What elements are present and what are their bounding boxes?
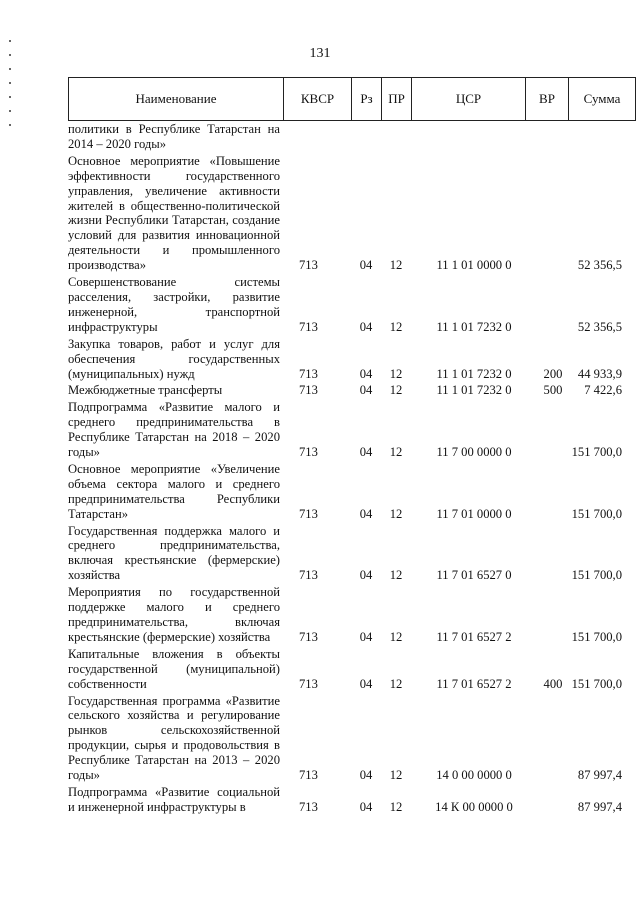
- row-csr: 11 7 01 6527 2: [436, 676, 512, 691]
- row-name: Капитальные вложения в объекты государственной (муниципальной) собственности: [68, 646, 280, 691]
- row-name: Основное мероприятие «Увеличение объема сектора малого и среднего предпринимательства Республики Татарстан»: [68, 461, 280, 521]
- table-row: [68, 122, 636, 152]
- table-row: [68, 694, 636, 783]
- row-rz: 04: [359, 799, 373, 814]
- table-row: [68, 647, 636, 692]
- table-row: [68, 524, 636, 584]
- row-name: Совершенствование системы расселения, застройки, развитие инженерной, транспортной инфраструктуры: [68, 275, 280, 334]
- row-csr: 11 1 01 7232 0: [436, 383, 512, 398]
- row-kvsr: 713: [299, 768, 318, 783]
- table-row: [68, 585, 636, 645]
- row-pr: 12: [389, 629, 403, 644]
- row-sum: 87 997,4: [577, 768, 622, 783]
- row-name: Основное мероприятие «Повышение эффективности государственного управления, увеличение активности жителей в общественно-политической жизни Республики Татарстан, создание условий для развития инновационной деятельности и промышленного производства»: [68, 153, 280, 273]
- row-pr: 12: [389, 768, 403, 783]
- row-pr: 12: [389, 383, 403, 398]
- row-rz: 04: [359, 768, 373, 783]
- row-rz: 04: [359, 629, 373, 644]
- row-kvsr: 713: [299, 258, 318, 273]
- row-csr: 11 1 01 0000 0: [436, 258, 512, 273]
- row-csr: 11 7 01 0000 0: [436, 506, 512, 521]
- row-sum: 151 700,0: [571, 568, 622, 583]
- row-csr: 11 1 01 7232 0: [436, 319, 512, 334]
- row-pr: 12: [389, 258, 403, 273]
- page-number: 131: [309, 46, 331, 61]
- header-vr: ВР: [526, 78, 569, 120]
- table-row: [68, 462, 636, 522]
- row-sum: 7 422,6: [584, 383, 622, 398]
- table-header: [68, 77, 636, 121]
- row-kvsr: 713: [299, 568, 318, 583]
- row-rz: 04: [359, 568, 373, 583]
- row-kvsr: 713: [299, 366, 318, 381]
- row-pr: 12: [389, 676, 403, 691]
- row-vr: 500: [543, 383, 563, 398]
- row-kvsr: 713: [299, 799, 318, 814]
- row-rz: 04: [359, 366, 373, 381]
- row-pr: 12: [389, 319, 403, 334]
- row-sum: 151 700,0: [571, 629, 622, 644]
- row-rz: 04: [359, 676, 373, 691]
- row-vr: 400: [543, 676, 563, 691]
- row-csr: 11 7 00 0000 0: [436, 445, 512, 460]
- row-sum: 151 700,0: [571, 506, 622, 521]
- row-rz: 04: [359, 506, 373, 521]
- row-kvsr: 713: [299, 676, 318, 691]
- row-csr: 11 7 01 6527 0: [436, 568, 512, 583]
- header-pr: ПР: [382, 78, 412, 120]
- row-kvsr: 713: [299, 445, 318, 460]
- row-kvsr: 713: [299, 506, 318, 521]
- table-row: [68, 785, 636, 815]
- row-sum: 151 700,0: [571, 676, 622, 691]
- row-pr: 12: [389, 366, 403, 381]
- row-rz: 04: [359, 445, 373, 460]
- row-rz: 04: [359, 258, 373, 273]
- header-kvsr: КВСР: [284, 78, 352, 120]
- row-csr: 14 К 00 0000 0: [435, 799, 513, 814]
- row-name: Подпрограмма «Развитие малого и среднего предпринимательства в Республике Татарстан на 2018 – 2020 годы»: [68, 400, 280, 460]
- row-sum: 52 356,5: [577, 319, 622, 334]
- row-kvsr: 713: [299, 629, 318, 644]
- table-row: [68, 275, 636, 335]
- row-name: Мероприятия по государственной поддержке малого и среднего предпринимательства, включая крестьянские (фермерские) хозяйства: [68, 585, 280, 644]
- table-row: [68, 400, 636, 460]
- row-name: Государственная программа «Развитие сельского хозяйства и регулирование рынков сельскохозяйственной продукции, сырья и продовольствия в Республике Татарстан на 2013 – 2020 годы»: [68, 693, 280, 783]
- header-rz: Рз: [352, 78, 382, 120]
- row-csr: 11 7 01 6527 2: [436, 629, 512, 644]
- row-csr: 11 1 01 7232 0: [436, 366, 512, 381]
- row-pr: 12: [389, 568, 403, 583]
- row-rz: 04: [359, 383, 373, 398]
- row-pr: 12: [389, 799, 403, 814]
- table-body: [68, 122, 636, 815]
- row-rz: 04: [359, 319, 373, 334]
- row-sum: 44 933,9: [577, 366, 622, 381]
- row-name: Межбюджетные трансферты: [68, 383, 223, 398]
- row-name: Государственная поддержка малого и среднего предпринимательства, включая крестьянские (фермерские) хозяйства: [68, 523, 280, 583]
- header-name: Наименование: [69, 78, 284, 120]
- row-kvsr: 713: [299, 319, 318, 334]
- table-row: [68, 154, 636, 273]
- table-row: [68, 337, 636, 382]
- row-name: политики в Республике Татарстан на 2014 – 2020 годы»: [68, 122, 280, 151]
- row-pr: 12: [389, 445, 403, 460]
- header-sum: Сумма: [583, 91, 621, 106]
- row-sum: 87 997,4: [577, 799, 622, 814]
- row-csr: 14 0 00 0000 0: [436, 768, 512, 783]
- header-csr: ЦСР: [412, 78, 526, 120]
- row-name: Закупка товаров, работ и услуг для обеспечения государственных (муниципальных) нужд: [68, 336, 280, 381]
- row-kvsr: 713: [299, 383, 318, 398]
- row-vr: 200: [543, 366, 563, 381]
- row-pr: 12: [389, 506, 403, 521]
- row-sum: 151 700,0: [571, 445, 622, 460]
- table-row: [68, 383, 636, 398]
- row-sum: 52 356,5: [577, 258, 622, 273]
- row-name: Подпрограмма «Развитие социальной и инженерной инфраструктуры в: [68, 784, 280, 814]
